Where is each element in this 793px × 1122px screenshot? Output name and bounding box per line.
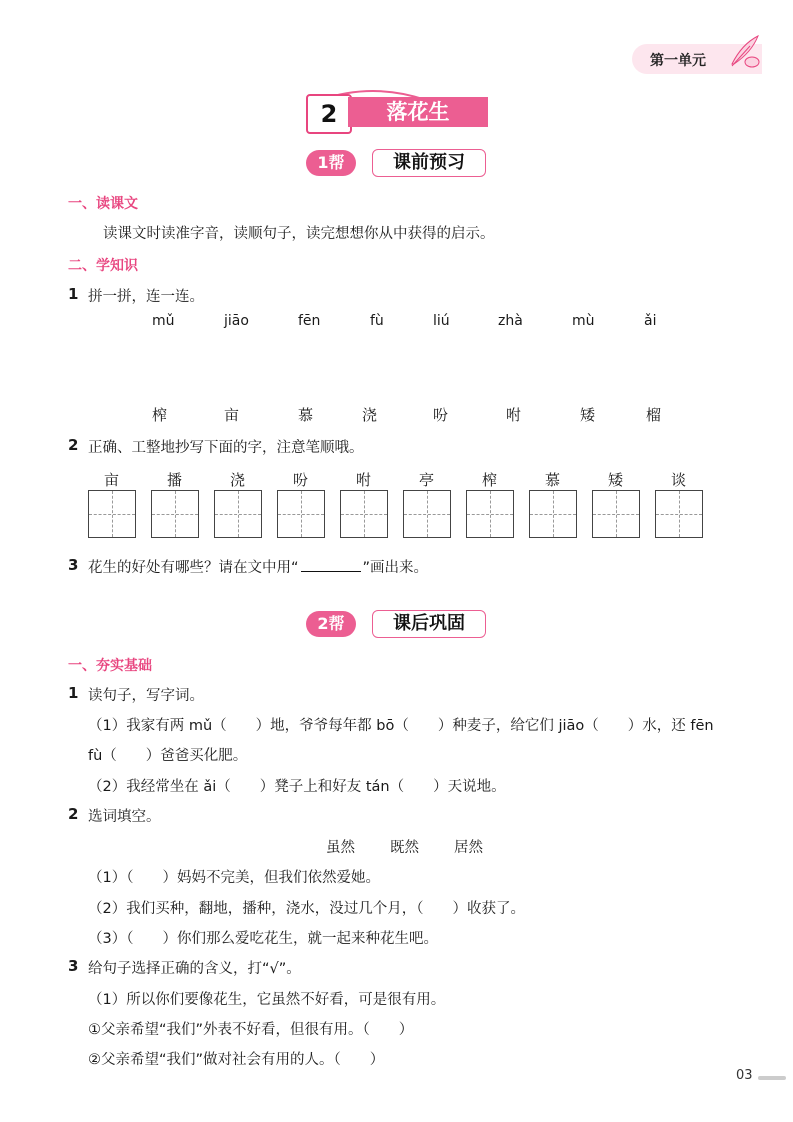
b2-line1: （1）（ ）妈妈不完美，但我们依然爱她。 [88,870,380,886]
section-label-2: 课后巩固 [372,610,486,638]
b2-line3: （3）（ ）你们那么爱吃花生，就一起来种花生吧。 [88,931,438,947]
writing-grid-cell[interactable] [277,490,325,538]
q2-text: 正确、工整地抄写下面的字，注意笔顺哦。 [88,440,364,456]
char-item: 吩 [433,406,449,424]
writing-grid-cell[interactable] [88,490,136,538]
q1-number: 1 [68,285,79,303]
b3-line3: ②父亲希望“我们”做对社会有用的人。（ ） [88,1052,385,1068]
q3-text [88,556,428,577]
q3-text-before: 花生的好处有哪些？请在文中用“ [88,560,299,576]
b3-line2: ①父亲希望“我们”外表不好看，但很有用。（ ） [88,1022,414,1038]
word-option: 虽然 [326,840,355,856]
writing-grid-cell[interactable] [214,490,262,538]
char-item: 榨 [152,406,168,424]
pinyin-item: liú [433,313,450,329]
writing-grid-cell[interactable] [529,490,577,538]
pinyin-item: mǔ [152,313,175,329]
q1-text: 拼一拼，连一连。 [88,289,204,305]
b1-line2: fù（ ）爸爸买化肥。 [88,748,248,764]
copy-char: 咐 [356,471,372,489]
heading-basics: 一、夯实基础 [68,658,152,674]
writing-grid-cell[interactable] [403,490,451,538]
writing-grid-cell[interactable] [151,490,199,538]
pinyin-item: fēn [298,313,321,329]
section-tag-1: 1帮 [306,150,356,176]
copy-char: 亩 [104,471,120,489]
b3-text: 给句子选择正确的含义，打“√”。 [88,961,301,977]
copy-char: 榨 [482,471,498,489]
pinyin-item: ǎi [644,313,657,329]
copy-char: 播 [167,471,183,489]
b2-line2: （2）我们买种，翻地，播种，浇水，没过几个月，（ ）收获了。 [88,901,525,917]
char-item: 浇 [362,406,378,424]
q3-text-after: ”画出来。 [362,560,429,576]
writing-grid-cell[interactable] [655,490,703,538]
copy-char: 矮 [608,471,624,489]
lesson-number: 2 [306,94,352,134]
copy-char: 慕 [545,471,561,489]
copy-char: 吩 [293,471,309,489]
page-bar-decoration [758,1076,786,1080]
underline-sample [301,561,361,572]
pinyin-item: fù [370,313,384,329]
b1-number: 1 [68,684,79,702]
b1-line3: （2）我经常坐在 ǎi（ ）凳子上和好友 tán（ ）天说地。 [88,779,506,795]
copy-char: 浇 [230,471,246,489]
copy-char: 谈 [671,471,687,489]
char-item: 慕 [298,406,314,424]
b2-text: 选词填空。 [88,809,161,825]
feather-icon [728,34,762,70]
char-item: 榴 [646,406,662,424]
b3-line1: （1）所以你们要像花生，它虽然不好看，可是很有用。 [88,992,446,1008]
heading-read-text: 一、读课文 [68,196,138,212]
pinyin-item: jiāo [224,313,249,329]
b1-text: 读句子，写字词。 [88,688,204,704]
page-number: 03 [736,1068,753,1083]
unit-label: 第一单元 [650,53,706,69]
b2-number: 2 [68,805,79,823]
q3-number: 3 [68,556,79,574]
copy-char: 亭 [419,471,435,489]
char-item: 矮 [580,406,596,424]
b3-number: 3 [68,957,79,975]
b1-line1: （1）我家有两 mǔ（ ）地，爷爷每年都 bō（ ）种麦子，给它们 jiāo（ ）水，还 fēn [88,718,714,734]
writing-grid-cell[interactable] [592,490,640,538]
char-item: 亩 [224,406,240,424]
writing-grid-cell[interactable] [340,490,388,538]
heading-learn: 二、学知识 [68,258,138,274]
q2-number: 2 [68,436,79,454]
writing-grid-cell[interactable] [466,490,514,538]
char-item: 咐 [506,406,522,424]
word-option: 居然 [454,840,483,856]
pinyin-item: mù [572,313,595,329]
pinyin-item: zhà [498,313,523,329]
section-label-1: 课前预习 [372,149,486,177]
section-tag-2: 2帮 [306,611,356,637]
word-option: 既然 [390,840,419,856]
lesson-title: 落花生 [348,97,488,127]
read-text-instruction: 读课文时读准字音，读顺句子，读完想想你从中获得的启示。 [103,226,495,242]
